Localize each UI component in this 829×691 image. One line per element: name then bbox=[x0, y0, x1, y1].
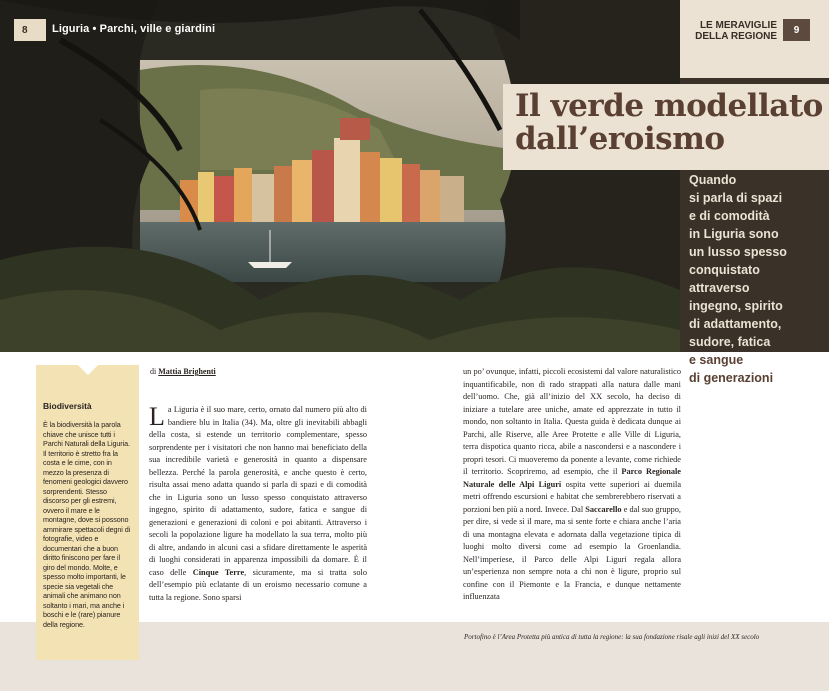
column2-text: un po’ ovunque, infatti, piccoli ecosistemi dal valore naturalistico inquantificabile, non di rado strappati alla natura dalle mani dell’uomo. Che, già all’inizio del XX secolo, ha deciso di iniziare a tutelare aree uniche, amate ed apprezzate in tutto il mondo, non soltanto in Italia. Questa guida è dedicata dunque ai Parchi, alle Riserve, alle Aree Protette e alle Ville di Liguria, terra dispotica quanto ricca, abile a nascondersi e a nascondere i propri tesori. Ci muoveremo da ponente a levante, come richiede il territorio. Scopriremo, ad esempio, che il bbox=[463, 367, 681, 476]
lead-line: conquistato bbox=[689, 263, 760, 277]
title-line-2: dall’eroismo bbox=[515, 121, 725, 157]
page-number-right: 9 bbox=[783, 19, 810, 41]
lead-line: si parla di spazi bbox=[689, 191, 783, 205]
lead-line: sudore, fatica bbox=[689, 335, 771, 349]
dropcap: L bbox=[149, 402, 165, 431]
lead-text bbox=[689, 171, 829, 387]
running-head-line2: DELLA REGIONE bbox=[695, 31, 777, 42]
lead-line: e di comodità bbox=[689, 209, 770, 223]
article-column-1 bbox=[149, 404, 367, 604]
lead-line: di adattamento, bbox=[689, 317, 782, 331]
cinque-terre-highlight: Cinque Terre bbox=[192, 567, 245, 577]
lead-line: attraverso bbox=[689, 281, 750, 295]
byline-prefix: di bbox=[150, 367, 157, 376]
photo-caption: Portofino è l’Area Protetta più antica di tutta la regione: la sua fondazione risale agli inizi del XX secolo bbox=[464, 633, 760, 641]
title-box bbox=[503, 84, 829, 170]
lead-line: ingegno, spirito bbox=[689, 299, 783, 313]
page-number-left: 8 bbox=[14, 19, 46, 41]
running-head bbox=[695, 20, 777, 42]
column1-text-end: , sicuramente, ma si tratta solo dell’esempio più eclatante di un eroismo necessario comune a tutta la regione. Sono sparsi bbox=[149, 567, 367, 602]
hero-photo bbox=[0, 0, 680, 352]
column2-text-2: ospita vette superiori ai duemila metri offrendo escursioni e habitat che sembrerebbero riservati a porzioni ben più a nord. Invece. Dal bbox=[463, 479, 682, 514]
byline-author: Mattia Brighenti bbox=[158, 367, 216, 376]
column2-text-3: e dal suo gruppo, per dire, si vede sì il mare, ma si sente forte e chiara anche l’aria di una montagna elevata e adornata dalla vegetazione tipica di luoghi molto diversi come ad esempio la Groenlandia. Nell’imperiese, il Parco delle Alpi Liguri regala allora un’esperienza non sempre nota a chi non è ligure, proprio sul confine con il Piemonte e la Francia, e dunque nettamente influenzata bbox=[463, 504, 682, 601]
article-column-2 bbox=[463, 366, 681, 604]
lead-line: un lusso spesso bbox=[689, 245, 787, 259]
section-title: Liguria • Parchi, ville e giardini bbox=[52, 23, 216, 35]
page-title bbox=[515, 90, 829, 156]
byline bbox=[150, 367, 216, 376]
lead-line: Quando bbox=[689, 173, 737, 187]
sidebar-box bbox=[36, 365, 139, 660]
saccarello-highlight: Saccarello bbox=[585, 504, 622, 514]
sidebar-notch bbox=[78, 365, 98, 375]
lead-line: di generazioni bbox=[689, 371, 774, 385]
title-line-1: Il verde modellato bbox=[515, 88, 823, 124]
column1-text: a Liguria è il suo mare, certo, ornato dal numero più alto di bandiere blu in Italia (34). Ma, oltre gli inevitabili abbagli della costa, si estende un territorio complementare, spesso sorprendente per i visitatori che non hanno mai beneficiato della sua incredibile varietà e generosità in quanto a dispensare bellezza. Perché la parola generosità, e anche questo è certo, risulta assai meno adatta quando si parla di spazi e di comodità che in Liguria sono un lusso spesso conquistato attraverso ingegno, spirito di adattamento, sudore, fatica e sangue di generazioni e generazioni di coloni e poi abitanti. Attraverso i secoli la popolazione ligure ha modellato la sua terra, molto più di altre, andando in alcuni casi a sfidare direttamente le asperità di luoghi considerati in apparenza impossibili da domare. È il caso delle bbox=[149, 405, 367, 577]
lead-line: e sangue bbox=[689, 353, 744, 367]
sidebar-text: È la biodiversità la parola chiave che unisce tutti i Parchi Naturali della Liguria. Il territorio è stretto fra la costa e le cime, con in mezzo la presenza di fenomeni geologici davvero sorprendenti. Stesso discorso per gli estremi, ovvero il mare e le montagne, dove si possono ammirare spettacoli degni di fotografie, video e documentari che a buon diritto finiscono per fare il giro del mondo. Molte, e spesso molto importanti, le specie sia vegetali che animali che animano non soltanto i mari, ma anche i boschi e le (rare) pianure della regione. bbox=[43, 420, 131, 629]
parco-alpi-liguri-highlight: Parco Regionale Naturale delle Alpi Liguri bbox=[463, 467, 681, 489]
lead-line: in Liguria sono bbox=[689, 227, 779, 241]
sidebar-title: Biodiversità bbox=[43, 401, 92, 411]
running-head-line1: LE MERAVIGLIE bbox=[699, 20, 777, 31]
